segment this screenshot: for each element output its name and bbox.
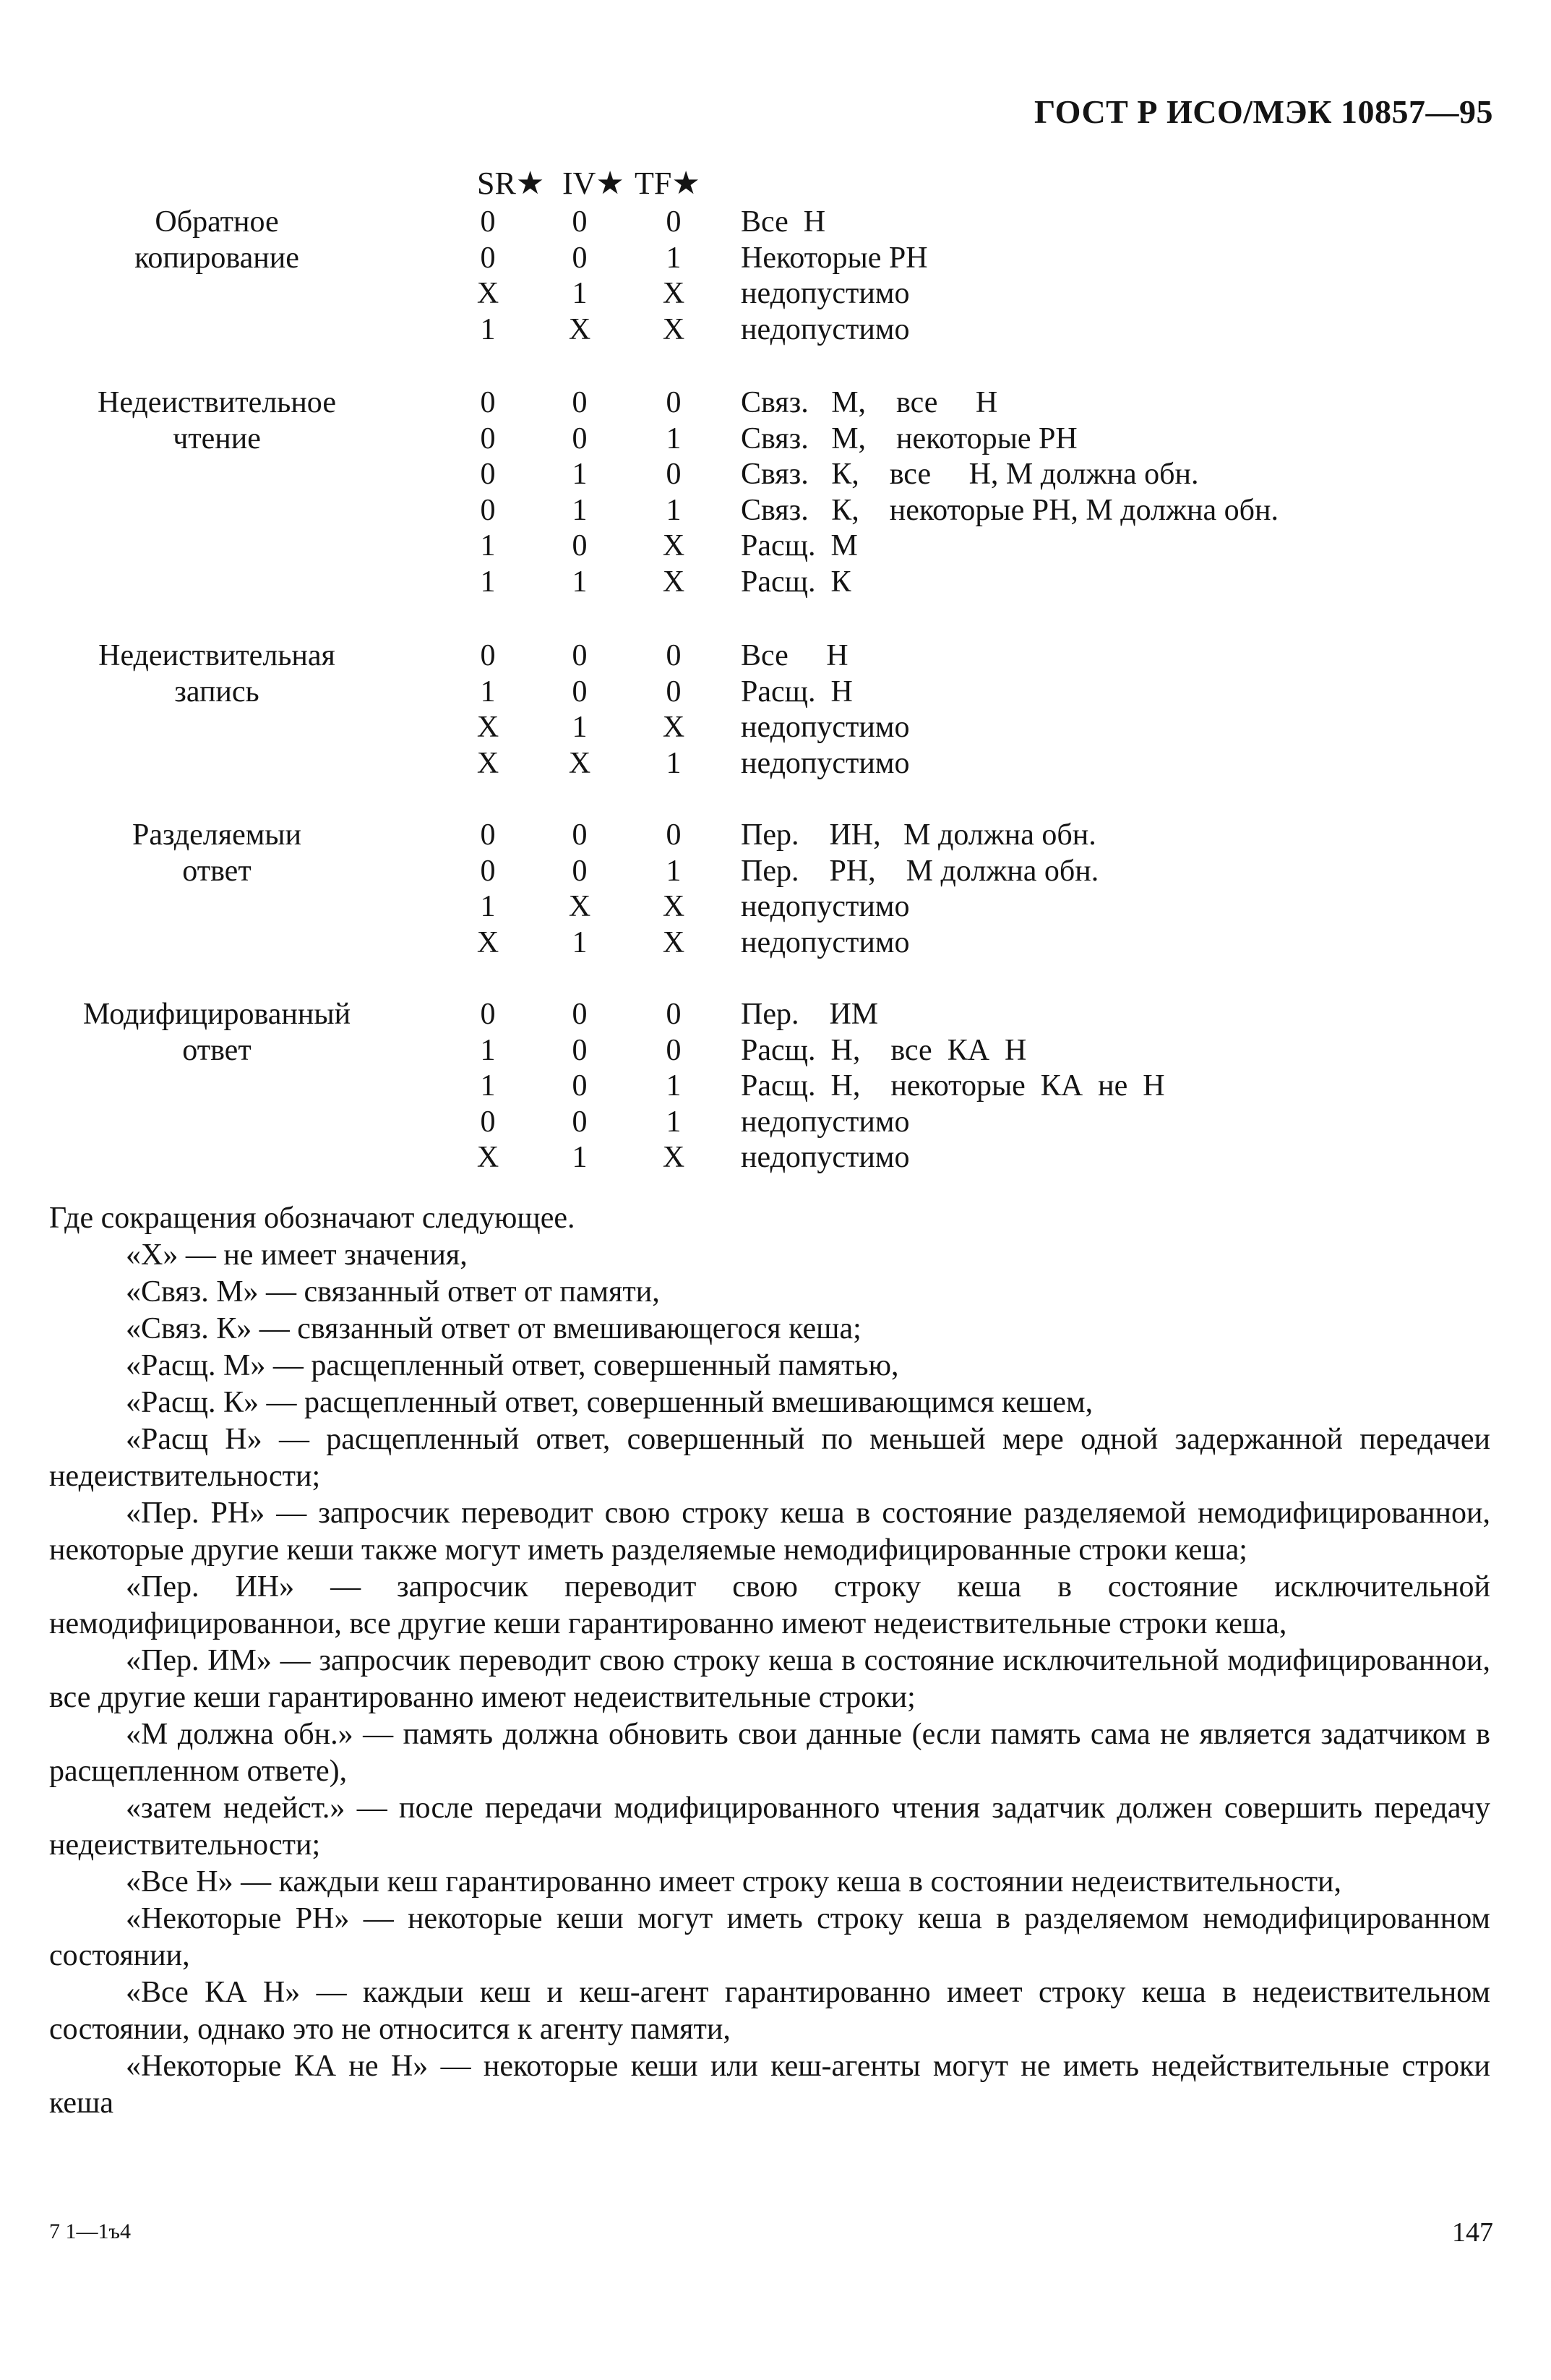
column-header-tf: TF★ xyxy=(635,166,700,201)
cell-iv: 0 xyxy=(572,386,588,419)
cell-sr: 0 xyxy=(480,818,496,852)
legend-item: «Пер. ИМ» — запросчик переводит свою строку кеша в состояние исключительной модифицированнои, все другие кеши гарантированно имеют недеиствительные строки; xyxy=(49,1644,1490,1714)
group-label: Недеиствительное чтение xyxy=(98,386,336,455)
row-description: недопустимо xyxy=(741,1105,910,1139)
cell-sr: 1 xyxy=(480,565,496,599)
cell-tf: 1 xyxy=(666,421,682,455)
cell-iv: 1 xyxy=(572,565,588,599)
cell-iv: 0 xyxy=(572,818,588,852)
row-description: Расщ. Н, все КА Н xyxy=(741,1033,1027,1067)
cell-tf: X xyxy=(662,925,685,959)
cell-sr: X xyxy=(476,746,499,780)
legend-item: «Пер. ИН» — запросчик переводит свою строку кеша в состояние исключительной немодифицированнои, все другие кеши гарантированно имеют недеиствительные строки кеша, xyxy=(49,1570,1490,1640)
cell-sr: 0 xyxy=(480,639,496,672)
cell-iv: 0 xyxy=(572,998,588,1031)
cell-sr: 0 xyxy=(480,998,496,1031)
cell-iv: X xyxy=(568,890,591,923)
print-code: 7 1—1ъ4 xyxy=(49,2220,132,2243)
row-description: недопустимо xyxy=(741,1141,910,1174)
cell-tf: 0 xyxy=(666,205,682,239)
row-description: недопустимо xyxy=(741,711,910,744)
cell-sr: X xyxy=(476,277,499,310)
cell-sr: 1 xyxy=(480,675,496,709)
cell-tf: 1 xyxy=(666,746,682,780)
group-label: Недеиствительная запись xyxy=(98,639,335,709)
cell-sr: 0 xyxy=(480,241,496,275)
legend-item: «Некоторые РН» — некоторые кеши могут иметь строку кеша в разделяемом немодифицированном состоянии, xyxy=(49,1902,1490,1972)
cell-tf: 1 xyxy=(666,241,682,275)
row-description: недопустимо xyxy=(741,890,910,923)
row-description: Пер. РН, М должна обн. xyxy=(741,854,1099,888)
legend-item: «М должна обн.» — память должна обновить свои данные (если память сама не является задатчиком в расщепленном ответе), xyxy=(49,1718,1490,1788)
legend-intro: Где сокращения обозначают следующее. xyxy=(49,1202,575,1235)
row-description: Связ. К, все Н, М должна обн. xyxy=(741,458,1199,491)
cell-iv: 0 xyxy=(572,1033,588,1067)
legend-item: «Расщ. М» — расщепленный ответ, совершенный памятью, xyxy=(126,1349,899,1382)
legend-item: «X» — не имеет значения, xyxy=(126,1238,468,1272)
cell-iv: 0 xyxy=(572,1069,588,1103)
cell-sr: 0 xyxy=(480,421,496,455)
cell-sr: 1 xyxy=(480,312,496,346)
cell-tf: 0 xyxy=(666,998,682,1031)
row-description: Связ. М, некоторые РН xyxy=(741,421,1078,455)
cell-tf: 1 xyxy=(666,493,682,527)
cell-iv: 0 xyxy=(572,421,588,455)
column-header-iv: IV★ xyxy=(562,166,624,201)
row-description: Связ. М, все Н xyxy=(741,386,998,419)
legend-item: «Расщ. К» — расщепленный ответ, совершенный вмешивающимся кешем, xyxy=(126,1386,1094,1419)
column-header-sr: SR★ xyxy=(477,166,545,201)
legend-item: «Связ. К» — связанный ответ от вмешивающегося кеша; xyxy=(126,1312,862,1345)
cell-sr: 0 xyxy=(480,205,496,239)
cell-sr: 1 xyxy=(480,1069,496,1103)
row-description: Расщ. Н, некоторые КА не Н xyxy=(741,1069,1165,1103)
cell-sr: X xyxy=(476,925,499,959)
cell-iv: 1 xyxy=(572,925,588,959)
cell-sr: 0 xyxy=(480,458,496,491)
cell-tf: 0 xyxy=(666,818,682,852)
cell-iv: 0 xyxy=(572,241,588,275)
cell-iv: 0 xyxy=(572,639,588,672)
cell-tf: 0 xyxy=(666,639,682,672)
cell-sr: 1 xyxy=(480,890,496,923)
cell-iv: 1 xyxy=(572,458,588,491)
cell-iv: 0 xyxy=(572,1105,588,1139)
cell-tf: X xyxy=(662,890,685,923)
row-description: Расщ. М xyxy=(741,529,858,562)
cell-sr: X xyxy=(476,711,499,744)
legend-item: «Некоторые КА не Н» — некоторые кеши или кеш-агенты могут не иметь недействительные строки кеша xyxy=(49,2050,1490,2120)
cell-tf: X xyxy=(662,711,685,744)
cell-sr: 1 xyxy=(480,529,496,562)
cell-tf: 1 xyxy=(666,854,682,888)
cell-tf: 1 xyxy=(666,1069,682,1103)
row-description: Все Н xyxy=(741,205,826,239)
row-description: Связ. К, некоторые РН, М должна обн. xyxy=(741,493,1279,527)
group-label: Разделяемыи ответ xyxy=(132,818,302,888)
group-label: Обратное копирование xyxy=(134,205,299,275)
cell-iv: 0 xyxy=(572,205,588,239)
cell-sr: 0 xyxy=(480,854,496,888)
cell-iv: X xyxy=(568,312,591,346)
cell-sr: 0 xyxy=(480,1105,496,1139)
cell-iv: 0 xyxy=(572,529,588,562)
standard-title: ГОСТ Р ИСО/МЭК 10857—95 xyxy=(1034,93,1493,130)
cell-tf: X xyxy=(662,277,685,310)
page-number: 147 xyxy=(1452,2217,1493,2248)
cell-tf: 0 xyxy=(666,675,682,709)
cell-tf: X xyxy=(662,565,685,599)
row-description: Пер. ИН, М должна обн. xyxy=(741,818,1096,852)
legend-item: «Связ. М» — связанный ответ от памяти, xyxy=(126,1275,660,1309)
cell-sr: 0 xyxy=(480,493,496,527)
cell-tf: 0 xyxy=(666,386,682,419)
row-description: Все Н xyxy=(741,639,848,672)
legend-item: «Все КА Н» — каждыи кеш и кеш-агент гарантированно имеет строку кеша в недеиствительном состоянии, однако это не относится к агенту памяти, xyxy=(49,1976,1490,2046)
legend-item: «Пер. РН» — запросчик переводит свою строку кеша в состояние разделяемой немодифицированнои, некоторые другие кеши также могут иметь разделяемые немодифицированные строки кеша; xyxy=(49,1497,1490,1567)
row-description: недопустимо xyxy=(741,746,910,780)
row-description: Расщ. К xyxy=(741,565,851,599)
cell-tf: 1 xyxy=(666,1105,682,1139)
cell-tf: 0 xyxy=(666,1033,682,1067)
row-description: Расщ. Н xyxy=(741,675,853,709)
abbreviation-legend xyxy=(49,1200,1490,2122)
cell-iv: 0 xyxy=(572,675,588,709)
row-description: недопустимо xyxy=(741,925,910,959)
cell-sr: 1 xyxy=(480,1033,496,1067)
cell-iv: 1 xyxy=(572,711,588,744)
row-description: Пер. ИМ xyxy=(741,998,879,1031)
cell-iv: 0 xyxy=(572,854,588,888)
cell-sr: X xyxy=(476,1141,499,1174)
cell-iv: 1 xyxy=(572,277,588,310)
row-description: недопустимо xyxy=(741,312,910,346)
legend-item: «Расщ Н» — расщепленный ответ, совершенный по меньшей мере одной задержанной передачеи недеиствительности; xyxy=(49,1423,1490,1493)
legend-item: «Все Н» — каждыи кеш гарантированно имеет строку кеша в состоянии недеиствительности, xyxy=(126,1865,1342,1899)
cell-iv: 1 xyxy=(572,1141,588,1174)
cell-tf: X xyxy=(662,529,685,562)
cell-sr: 0 xyxy=(480,386,496,419)
legend-item: «затем недейст.» — после передачи модифицированного чтения задатчик должен совершить передачу недеиствительности; xyxy=(49,1792,1490,1862)
row-description: Некоторые РН xyxy=(741,241,928,275)
cell-tf: 0 xyxy=(666,458,682,491)
cell-tf: X xyxy=(662,312,685,346)
cell-iv: 1 xyxy=(572,493,588,527)
cell-tf: X xyxy=(662,1141,685,1174)
group-label: Модифицированный ответ xyxy=(82,998,351,1067)
row-description: недопустимо xyxy=(741,277,910,310)
cell-iv: X xyxy=(568,746,591,780)
